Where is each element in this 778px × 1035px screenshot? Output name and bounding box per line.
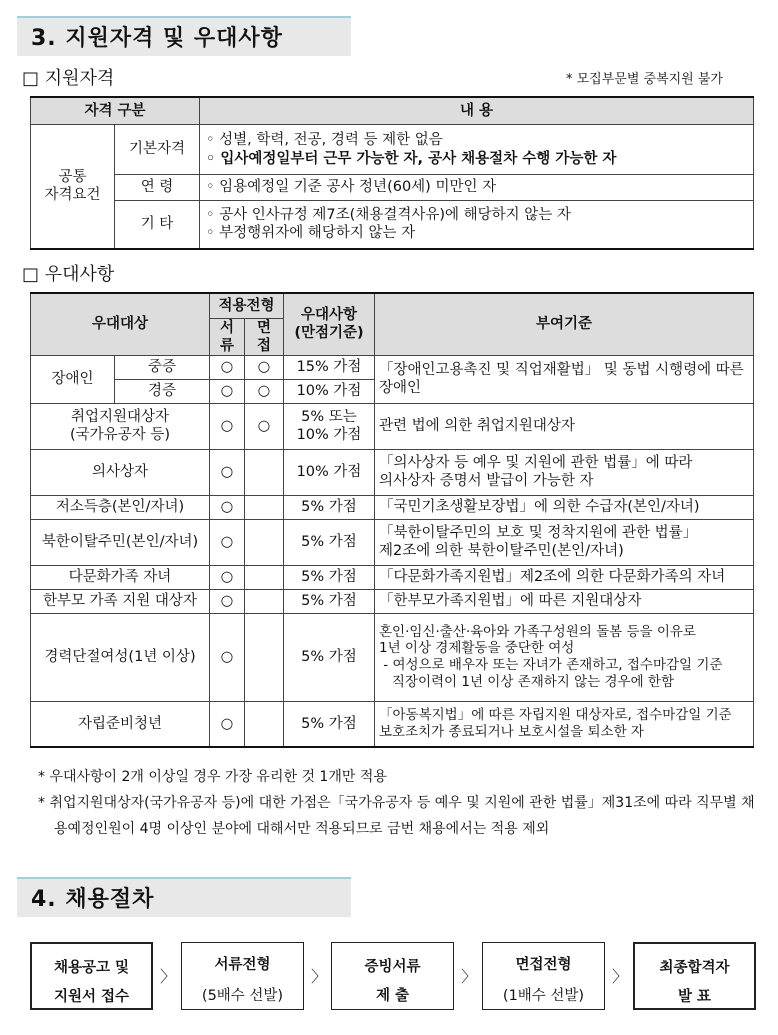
interview-mark (245, 701, 284, 747)
arrow-icon: 〉 (461, 967, 478, 986)
step-box (331, 942, 454, 1010)
criteria: 혼인·임신·출산·육아와 가족구성원의 돌봄 등을 이유로 1년 이상 경제활동을 중단한 여성 - 여성으로 배우자 또는 자녀가 존재하고, 접수마감일 기준 직장이력이 1년 이상 존재하지 않는 경우에 한함 (375, 613, 754, 701)
target: 경력단절여성(1년 이상) (31, 613, 210, 701)
points: 5% 가점 (284, 589, 375, 613)
process-flow (30, 942, 770, 1012)
doc-mark: ○ (210, 379, 245, 403)
doc-mark: ○ (210, 519, 245, 565)
target: 한부모 가족 지원 대상자 (31, 589, 210, 613)
target: 취업지원대상자 (국가유공자 등) (31, 403, 210, 449)
target: 자립준비청년 (31, 701, 210, 747)
header-points (284, 293, 375, 355)
group-label: 공통 자격요건 (31, 125, 115, 249)
row-content (200, 125, 754, 175)
interview-mark (245, 565, 284, 589)
content-line: ◦ 공사 인사규정 제7조(채용결격사유)에 해당하지 않는 자 (206, 207, 571, 224)
interview-mark (245, 519, 284, 565)
target: 의사상자 (31, 449, 210, 495)
points: 5% 가점 (284, 495, 375, 519)
step-line1: 면접전형 (515, 957, 572, 973)
step-line1: 서류전형 (214, 957, 271, 973)
preference-heading: □ 우대사항 (22, 264, 115, 285)
notes (38, 764, 768, 842)
step-line2: (1배수 선발) (502, 988, 585, 1004)
interview-mark (245, 613, 284, 701)
criteria: 「아동복지법」에 따른 자립지원 대상자로, 접수마감일 기준 보호조치가 종료되거나 보호시설을 퇴소한 자 (375, 701, 754, 747)
col-header-qualification: 자격 구분 (31, 97, 200, 125)
step-box (181, 942, 304, 1010)
arrow-icon: 〉 (612, 967, 629, 986)
step-box (633, 942, 756, 1010)
interview-mark: ○ (245, 403, 284, 449)
criteria: 관련 법에 의한 취업지원대상자 (375, 403, 754, 449)
note-item: * 우대사항이 2개 이상일 경우 가장 유리한 것 1개만 적용 (38, 769, 387, 785)
qualification-table (30, 96, 754, 250)
criteria: 「한부모가족지원법」에 따른 지원대상자 (375, 589, 754, 613)
section-4-header (17, 877, 351, 917)
content-line: ◦ 입사예정일부터 근무 가능한 자, 공사 채용절차 수행 가능한 자 (206, 150, 617, 167)
interview-mark: ○ (245, 379, 284, 403)
header-doc: 서류 (210, 318, 245, 355)
interview-mark: ○ (245, 355, 284, 379)
interview-mark (245, 449, 284, 495)
header-points-line2: (만점기준) (294, 325, 364, 342)
header-stage: 적용전형 (210, 293, 284, 318)
row-content: ◦ 임용예정일 기준 공사 정년(60세) 미만인 자 (200, 175, 754, 201)
header-interview: 면접 (245, 318, 284, 355)
criteria: 「의사상자 등 예우 및 지원에 관한 법률」에 따라 의사상자 증명서 발급이 가능한 자 (375, 449, 754, 495)
doc-mark: ○ (210, 403, 245, 449)
sub-target: 경증 (115, 379, 210, 403)
points: 5% 가점 (284, 565, 375, 589)
points: 5% 또는 10% 가점 (284, 403, 375, 449)
step-line1: 증빙서류 (364, 959, 421, 975)
header-points-line1: 우대사항 (300, 307, 358, 324)
row-label: 연 령 (115, 175, 200, 201)
step-line2: (5배수 선발) (201, 988, 284, 1004)
content-line: ◦ 부정행위자에 해당하지 않는 자 (206, 225, 416, 242)
criteria: 「국민기초생활보장법」에 의한 수급자(본인/자녀) (375, 495, 754, 519)
points: 10% 가점 (284, 449, 375, 495)
criteria: 「북한이탈주민의 보호 및 정착지원에 관한 법률」 제2조에 의한 북한이탈주민(본인/자녀) (375, 519, 754, 565)
section-4-title: 4. 채용절차 (31, 887, 155, 912)
points: 15% 가점 (284, 355, 375, 379)
interview-mark (245, 495, 284, 519)
arrow-icon: 〉 (160, 967, 177, 986)
note-item: * 취업지원대상자(국가유공자 등)에 대한 가점은「국가유공자 등 예우 및 지원에 관한 법률」제31조에 따라 직무별 채용예정인원이 4명 이상인 분야에 대해서만 적용되므로 금번 채용에서는 적용 제외 (38, 795, 755, 837)
arrow-icon: 〉 (311, 967, 328, 986)
step-line2: 지원서 접수 (53, 989, 130, 1005)
doc-mark: ○ (210, 589, 245, 613)
points: 5% 가점 (284, 701, 375, 747)
doc-mark: ○ (210, 565, 245, 589)
step-box (482, 942, 605, 1010)
criteria: 「다문화가족지원법」제2조에 의한 다문화가족의 자녀 (375, 565, 754, 589)
target: 북한이탈주민(본인/자녀) (31, 519, 210, 565)
doc-mark: ○ (210, 495, 245, 519)
target: 저소득층(본인/자녀) (31, 495, 210, 519)
target-disabled: 장애인 (31, 355, 115, 403)
step-line2: 발 표 (677, 989, 712, 1005)
col-header-content: 내 용 (200, 97, 754, 125)
criteria: 「장애인고용촉진 및 직업재활법」 및 동법 시행령에 따른 장애인 (375, 355, 754, 403)
step-line1: 채용공고 및 (53, 960, 130, 976)
points: 5% 가점 (284, 519, 375, 565)
doc-mark: ○ (210, 701, 245, 747)
points: 10% 가점 (284, 379, 375, 403)
interview-mark (245, 589, 284, 613)
doc-mark: ○ (210, 449, 245, 495)
preference-table (30, 292, 754, 748)
doc-mark: ○ (210, 613, 245, 701)
step-line1: 최종합격자 (659, 960, 730, 976)
row-label: 기본자격 (115, 125, 200, 175)
qualification-note: * 모집부문별 중복지원 불가 (565, 72, 723, 87)
qualification-heading: □ 지원자격 (22, 68, 115, 89)
header-criteria: 부여기준 (375, 293, 754, 355)
points: 5% 가점 (284, 613, 375, 701)
section-3-title: 3. 지원자격 및 우대사항 (31, 26, 283, 51)
doc-mark: ○ (210, 355, 245, 379)
section-3-header (17, 16, 351, 56)
row-content (200, 201, 754, 249)
sub-target: 중증 (115, 355, 210, 379)
row-label: 기 타 (115, 201, 200, 249)
target: 다문화가족 자녀 (31, 565, 210, 589)
step-box (30, 942, 153, 1010)
content-line: ◦ 성별, 학력, 전공, 경력 등 제한 없음 (206, 132, 443, 149)
header-target: 우대대상 (31, 293, 210, 355)
step-line2: 제 출 (375, 988, 410, 1004)
